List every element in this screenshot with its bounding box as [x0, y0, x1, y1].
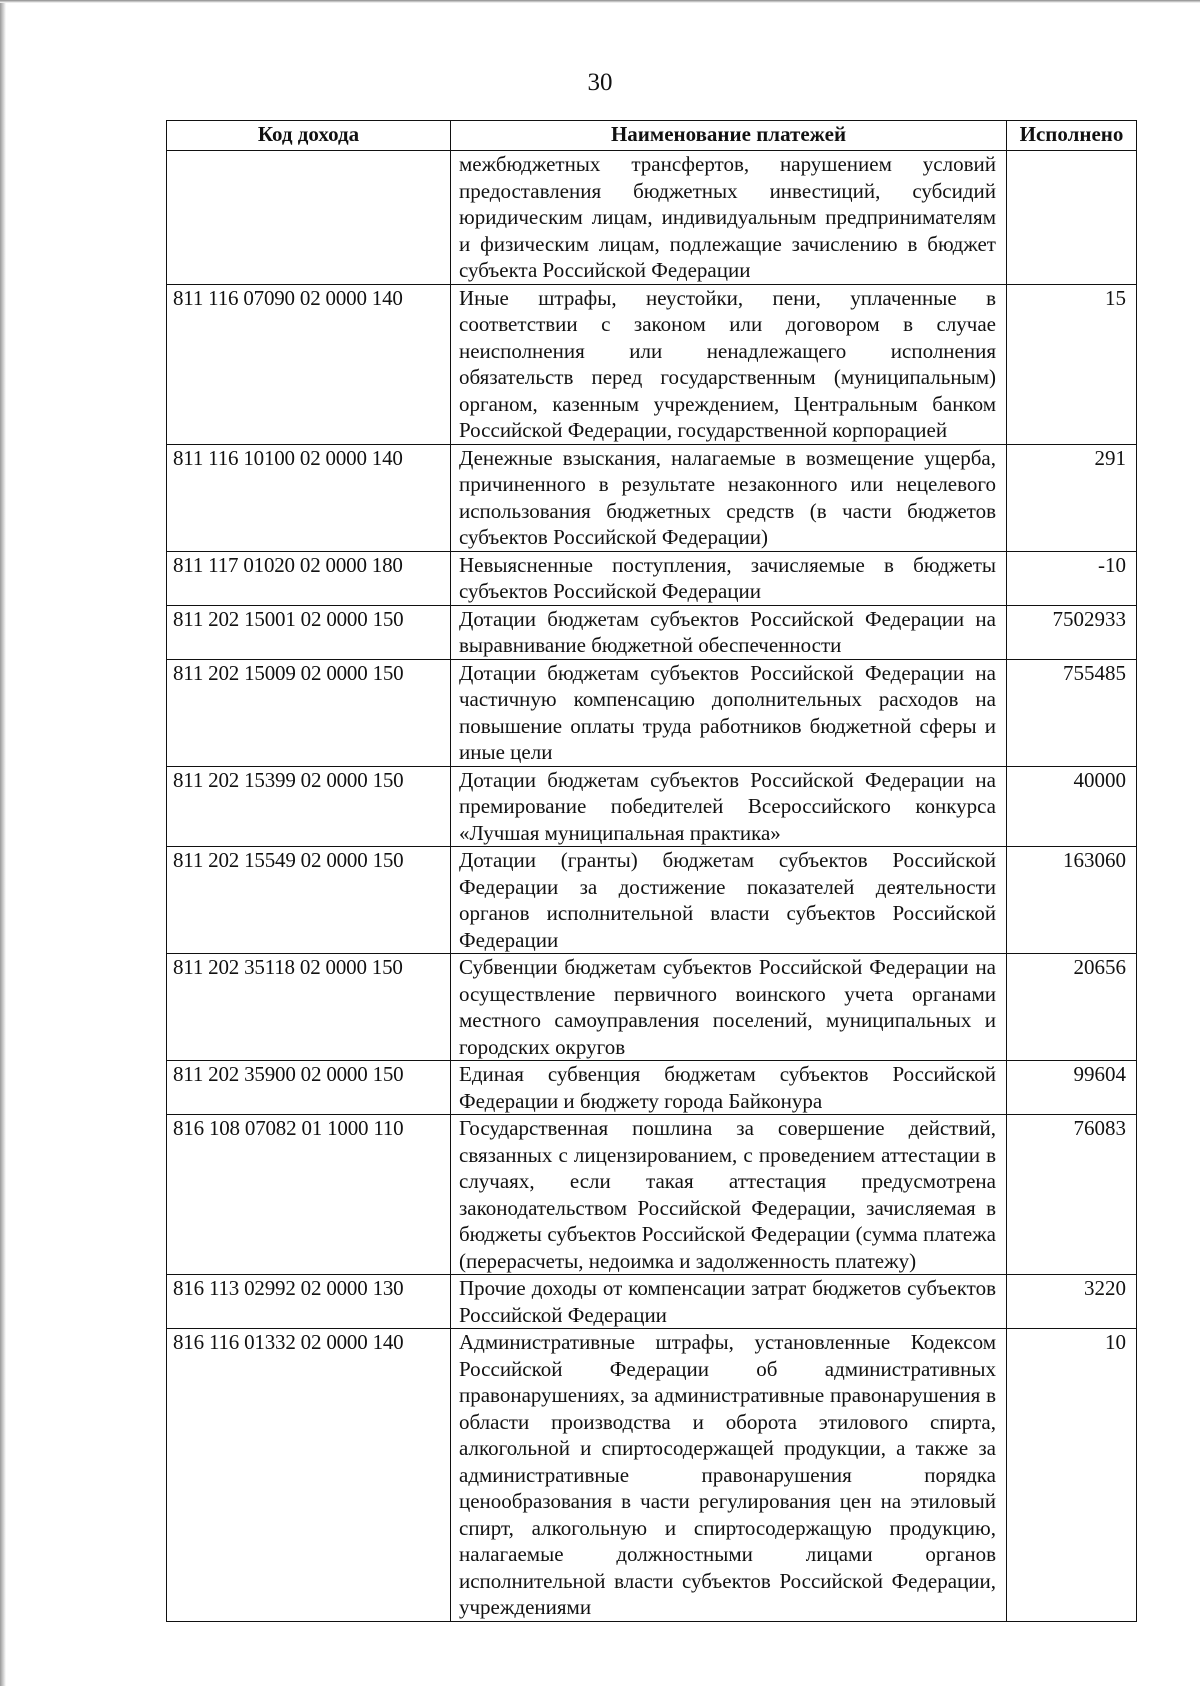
income-code	[167, 151, 451, 285]
table-row	[167, 284, 1137, 444]
income-code: 816 116 01332 02 0000 140	[167, 1329, 451, 1622]
payment-name: межбюджетных трансфертов, нарушением условий предоставления бюджетных инвестиций, субсидий юридическим лицам, индивидуальным предпринимателям и физическим лицам, подлежащие зачислению в бюджет субъекта Российской Федерации	[451, 151, 1007, 285]
executed-amount: 99604	[1007, 1061, 1137, 1115]
executed-amount: -10	[1007, 551, 1137, 605]
income-code: 811 202 15549 02 0000 150	[167, 847, 451, 954]
payment-name: Дотации (гранты) бюджетам субъектов Российской Федерации за достижение показателей деятельности органов исполнительной власти субъектов Российской Федерации	[451, 847, 1007, 954]
table-header	[167, 121, 1137, 151]
header-name: Наименование платежей	[451, 121, 1007, 151]
scan-edge-left	[0, 0, 6, 1686]
payment-name: Иные штрафы, неустойки, пени, уплаченные в соответствии с законом или договором в случае неисполнения или ненадлежащего исполнения обязательств перед государственным (муниципальным) органом, казенным учреждением, Центральным банком Российской Федерации, государственной корпорацией	[451, 284, 1007, 444]
table-row	[167, 551, 1137, 605]
payment-name: Дотации бюджетам субъектов Российской Федерации на премирование победителей Всероссийского конкурса «Лучшая муниципальная практика»	[451, 766, 1007, 847]
revenue-table	[166, 120, 1137, 1622]
header-code: Код дохода	[167, 121, 451, 151]
income-code: 811 116 07090 02 0000 140	[167, 284, 451, 444]
payment-name: Дотации бюджетам субъектов Российской Федерации на частичную компенсацию дополнительных расходов на повышение оплаты труда работников бюджетной сферы и иные цели	[451, 659, 1007, 766]
income-code: 811 202 15001 02 0000 150	[167, 605, 451, 659]
payment-name: Прочие доходы от компенсации затрат бюджетов субъектов Российской Федерации	[451, 1275, 1007, 1329]
executed-amount: 40000	[1007, 766, 1137, 847]
payment-name: Единая субвенция бюджетам субъектов Российской Федерации и бюджету города Байконура	[451, 1061, 1007, 1115]
table-row	[167, 954, 1137, 1061]
table-row	[167, 659, 1137, 766]
income-code: 811 117 01020 02 0000 180	[167, 551, 451, 605]
executed-amount: 76083	[1007, 1115, 1137, 1275]
payment-name: Дотации бюджетам субъектов Российской Федерации на выравнивание бюджетной обеспеченности	[451, 605, 1007, 659]
executed-amount: 15	[1007, 284, 1137, 444]
executed-amount	[1007, 151, 1137, 285]
table-row	[167, 605, 1137, 659]
scan-edge-top	[0, 0, 1200, 3]
table-row	[167, 766, 1137, 847]
header-value: Исполнено	[1007, 121, 1137, 151]
payment-name: Административные штрафы, установленные Кодексом Российской Федерации об административных правонарушениях, за административные правонарушения в области производства и оборота этилового спирта, алкогольной и спиртосодержащей продукции, а также за административные правонарушения порядка ценообразования в части регулирования цен на этиловый спирт, алкогольную и спиртосодержащую продукцию, налагаемые должностными лицами органов исполнительной власти субъектов Российской Федерации, учреждениями	[451, 1329, 1007, 1622]
executed-amount: 755485	[1007, 659, 1137, 766]
income-code: 811 202 35118 02 0000 150	[167, 954, 451, 1061]
table-row	[167, 151, 1137, 285]
income-code: 811 202 35900 02 0000 150	[167, 1061, 451, 1115]
executed-amount: 7502933	[1007, 605, 1137, 659]
table-row	[167, 1061, 1137, 1115]
executed-amount: 10	[1007, 1329, 1137, 1622]
executed-amount: 3220	[1007, 1275, 1137, 1329]
income-code: 816 113 02992 02 0000 130	[167, 1275, 451, 1329]
payment-name: Государственная пошлина за совершение действий, связанных с лицензированием, с проведением аттестации в случаях, если такая аттестация предусмотрена законодательством Российской Федерации, зачисляемая в бюджеты субъектов Российской Федерации (сумма платежа (перерасчеты, недоимка и задолженность платежу)	[451, 1115, 1007, 1275]
table-row	[167, 444, 1137, 551]
payment-name: Невыясненные поступления, зачисляемые в бюджеты субъектов Российской Федерации	[451, 551, 1007, 605]
income-code: 816 108 07082 01 1000 110	[167, 1115, 451, 1275]
executed-amount: 163060	[1007, 847, 1137, 954]
income-code: 811 116 10100 02 0000 140	[167, 444, 451, 551]
page-number: 30	[587, 69, 613, 96]
table-row	[167, 847, 1137, 954]
income-code: 811 202 15399 02 0000 150	[167, 766, 451, 847]
table-row	[167, 1329, 1137, 1622]
table-row	[167, 1275, 1137, 1329]
payment-name: Денежные взыскания, налагаемые в возмещение ущерба, причиненного в результате незаконного или нецелевого использования бюджетных средств (в части бюджетов субъектов Российской Федерации)	[451, 444, 1007, 551]
executed-amount: 20656	[1007, 954, 1137, 1061]
table-row	[167, 1115, 1137, 1275]
payment-name: Субвенции бюджетам субъектов Российской Федерации на осуществление первичного воинского учета органами местного самоуправления поселений, муниципальных и городских округов	[451, 954, 1007, 1061]
income-code: 811 202 15009 02 0000 150	[167, 659, 451, 766]
executed-amount: 291	[1007, 444, 1137, 551]
